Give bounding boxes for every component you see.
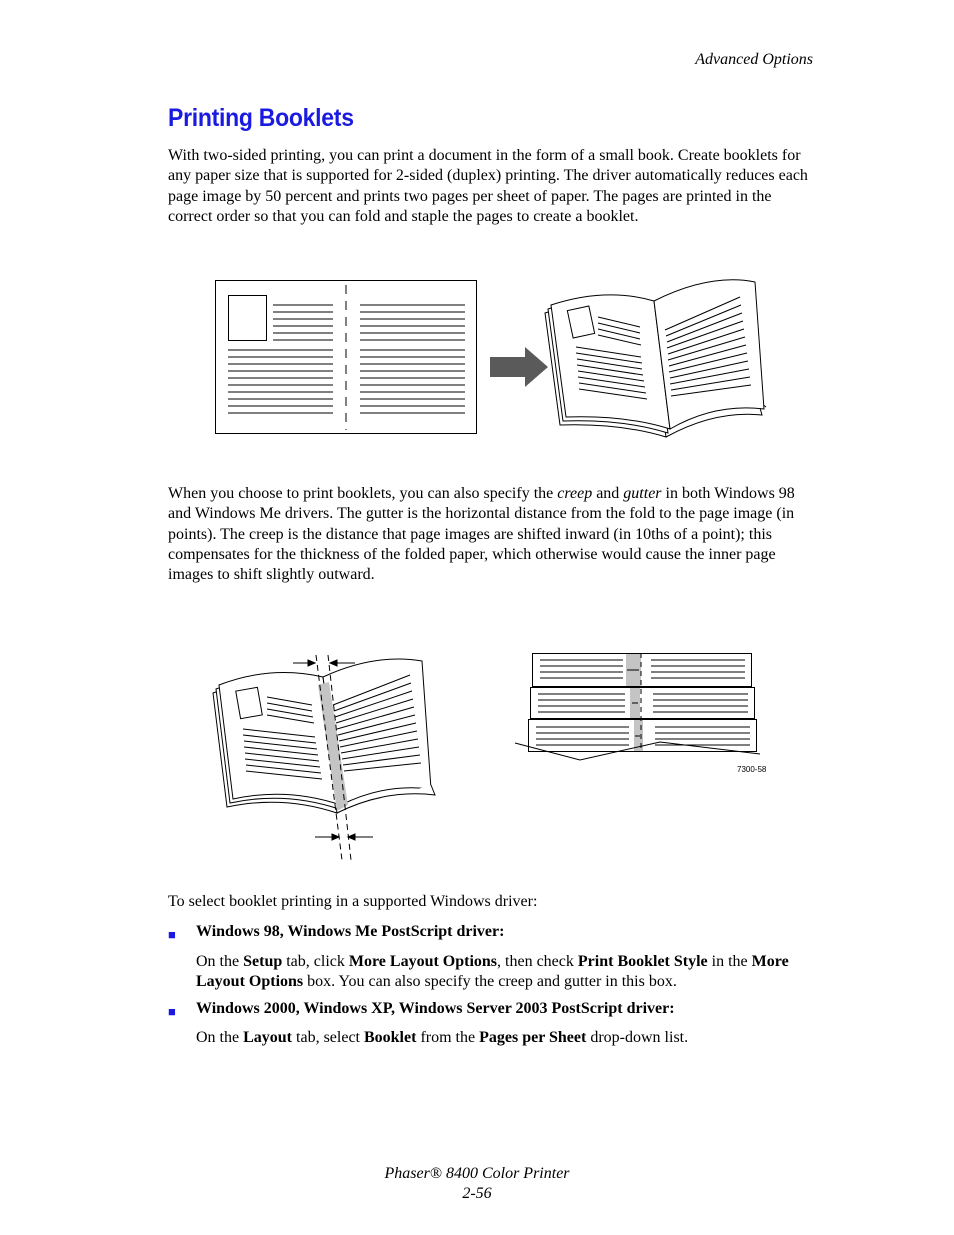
right-arrow-icon xyxy=(490,347,548,387)
select-intro: To select booklet printing in a supported Windows driver: xyxy=(168,893,538,910)
text-run: tab, click xyxy=(282,953,349,970)
bullet-heading: Windows 98, Windows Me PostScript driver: xyxy=(196,923,505,940)
page-picture-box xyxy=(229,296,267,341)
ui-term: More Layout Options xyxy=(348,953,498,970)
text-run: On the xyxy=(196,1029,244,1046)
intro-paragraph: With two-sided printing, you can print a document in the form of a small book. Create booklets for any paper size that is supported for 2-sided (duplex) printing. The driver automatically reduces each page image by 50 percent and prints two pages per sheet of paper. The pages are printed in the correct order so that you can fold and staple the pages to create a booklet. xyxy=(168,147,808,225)
bullet-body xyxy=(196,952,816,993)
gutter-booklet xyxy=(213,659,435,813)
section-title: Printing Booklets xyxy=(168,104,354,132)
gutter-picture-box xyxy=(236,687,263,718)
term-gutter: gutter xyxy=(623,485,662,502)
running-header: Advanced Options xyxy=(695,51,813,68)
text-run: , then check xyxy=(497,953,578,970)
footer-product: Phaser® 8400 Color Printer xyxy=(384,1165,570,1182)
booklet-illustration xyxy=(210,275,785,445)
bullet-marker-icon: ■ xyxy=(168,1004,176,1019)
ui-term: Setup xyxy=(243,953,283,970)
text-run: On the xyxy=(196,953,244,970)
creep-gutter-illustration xyxy=(205,645,785,870)
bullet-heading: Windows 2000, Windows XP, Windows Server 2003 PostScript driver: xyxy=(196,1000,675,1017)
bullet-body xyxy=(196,1028,816,1048)
ui-term: Booklet xyxy=(363,1029,417,1046)
text-run: and xyxy=(592,485,624,502)
ui-term: Layout xyxy=(243,1029,293,1046)
bullet-marker-icon: ■ xyxy=(168,927,176,942)
text-run: in both Windows 98 and Windows Me drivers. The gutter is the horizontal distance from the fold to the page image (in points). The creep is the distance that page images are shifted inward (in 10ths of a point); this compensates for the thickness of the folded paper, which otherwise would cause the inner page images to shift slightly outward. xyxy=(168,485,795,584)
ui-term: Print Booklet Style xyxy=(577,953,708,970)
text-run: drop-down list. xyxy=(586,1029,689,1046)
text-run: When you choose to print booklets, you can also specify the xyxy=(168,485,558,502)
text-run: box. You can also specify the creep and gutter in this box. xyxy=(303,973,677,991)
term-creep: creep xyxy=(557,485,593,502)
text-run: from the xyxy=(416,1029,480,1046)
ui-term: Pages per Sheet xyxy=(479,1029,587,1046)
ui-term: More Layout Options xyxy=(196,953,789,991)
open-booklet xyxy=(545,280,766,437)
text-run: tab, select xyxy=(292,1029,364,1046)
figure-code: 7300-58 xyxy=(737,765,767,774)
creep-gutter-paragraph xyxy=(168,484,818,585)
text-run: in the xyxy=(707,953,752,970)
footer-page-number: 2-56 xyxy=(462,1185,492,1202)
